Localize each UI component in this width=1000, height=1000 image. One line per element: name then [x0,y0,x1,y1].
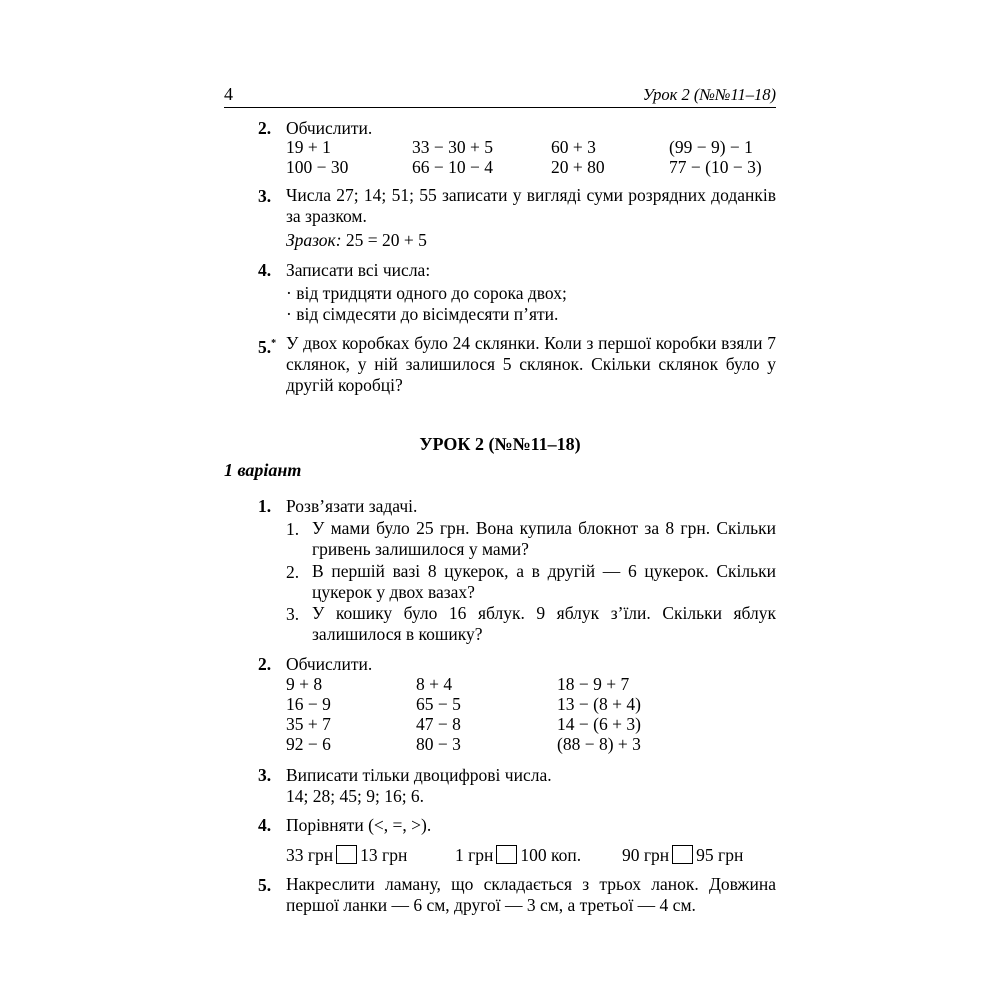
comparison-row [286,845,407,865]
header-rule [224,107,776,108]
task-number: 2. [258,654,272,674]
task-text: У двох коробках було 24 склянки. Коли з першої коробки взяли 7 склянок, у ній залишилося 5 склянок. Скільки склянок було у другій коробці? [286,333,776,395]
list-item-text: від тридцяти одного до сорока двох; [296,283,567,303]
expression: 20 + 80 [551,157,605,177]
sample-label: Зразок: [286,230,342,250]
list-item: · від сімдесяти до вісімдесяти п’яти. [286,304,559,324]
task-label: Обчислити. [286,118,373,138]
task-label: Порівняти (<, =, >). [286,815,432,835]
star-mark: * [271,338,277,349]
lesson-title: УРОК 2 (№№11–18) [419,434,581,454]
answer-box[interactable] [496,845,517,864]
list-item-text: від сімдесяти до вісімдесяти п’яти. [296,304,559,324]
problem-number: 3. [286,604,300,624]
expression: 9 + 8 [286,674,323,694]
expression: 16 − 9 [286,694,331,714]
expression: 92 − 6 [286,734,331,754]
problem-text: У мами було 25 грн. Вона купила блокнот за 8 грн. Скільки гривень залишилося у мами? [312,518,776,559]
problem-text: В першій вазі 8 цукерок, а в другій — 6 цукерок. Скільки цукерок у двох вазах? [312,561,776,602]
comparison: 33 грн 13 грн [286,845,408,865]
comparison-row [455,845,581,865]
comparison: 90 грн 95 грн [622,845,744,865]
problem-number: 1. [286,519,300,539]
expression: 65 − 5 [416,694,461,714]
expression: 60 + 3 [551,137,596,157]
task-number: 3. [258,765,272,785]
task-text: Числа 27; 14; 51; 55 записати у вигляді суми розрядних доданків за зразком. [286,185,776,226]
page-number: 4 [224,84,233,104]
running-title: Урок 2 (№№11–18) [642,85,776,104]
task-number: 2. [258,118,272,138]
task-number: 5.* [258,336,277,357]
task-label: Виписати тільки двоцифрові числа. [286,765,552,785]
task-label: Обчислити. [286,654,373,674]
problem-text: У кошику було 16 яблук. 9 яблук з’їли. Скільки яблук залишилося в кошику? [312,603,776,644]
list-item: · від тридцяти одного до сорока двох; [286,283,567,303]
task-number: 4. [258,260,272,280]
expression: (99 − 9) − 1 [669,137,753,157]
expression: 66 − 10 − 4 [412,157,493,177]
expression: (88 − 8) + 3 [557,734,641,754]
number-list: 14; 28; 45; 9; 16; 6. [286,786,425,806]
expression: 100 − 30 [286,157,349,177]
task-label: Записати всі числа: [286,260,431,280]
expression: 47 − 8 [416,714,461,734]
expression: 80 − 3 [416,734,461,754]
page-header [224,84,776,106]
comparison: 1 грн 100 коп. [455,845,582,865]
expression: 35 + 7 [286,714,331,734]
task-text: Накреслити ламану, що складається з трьох ланок. Довжина першої ланки — 6 см, другої — 3 см, а третьої — 4 см. [286,874,776,915]
comparison-row [622,845,743,865]
task-number: 3. [258,186,272,206]
sample-expression: 25 = 20 + 5 [345,230,427,250]
expression: 77 − (10 − 3) [669,157,762,177]
task-number: 4. [258,815,272,835]
answer-box[interactable] [672,845,693,864]
expression: 8 + 4 [416,674,453,694]
expression: 33 − 30 + 5 [412,137,493,157]
expression: 13 − (8 + 4) [557,694,641,714]
problem-number: 2. [286,562,300,582]
task-number: 1. [258,496,272,516]
task-label: Розв’язати задачі. [286,496,418,516]
expression: 18 − 9 + 7 [557,674,630,694]
expression: 14 − (6 + 3) [557,714,641,734]
sample [286,230,427,250]
task-number: 5. [258,875,272,895]
variant-title: 1 варіант [224,460,302,480]
answer-box[interactable] [336,845,357,864]
expression: 19 + 1 [286,137,331,157]
